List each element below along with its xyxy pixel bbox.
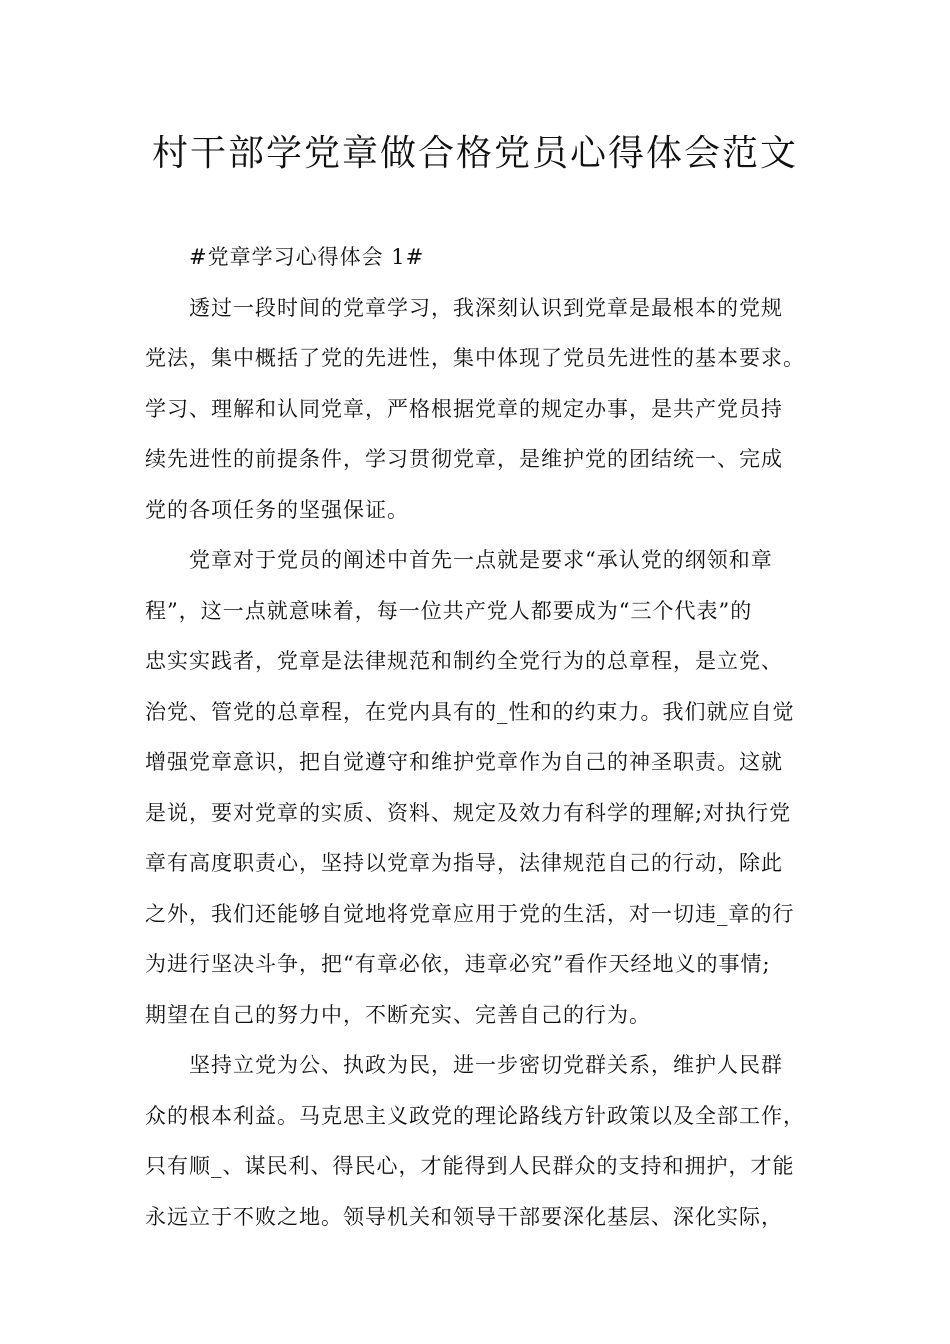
paragraph-line: 众的根本利益。马克思主义政党的理论路线方针政策以及全部工作， — [145, 1103, 805, 1128]
section-heading-text: #党章学习心得体会 1# — [189, 245, 425, 269]
paragraph-line: 为进行坚决斗争，把“有章必依，违章必究”看作天经地义的事情; — [145, 952, 771, 976]
paragraph-line: 只有顺_、谋民利、得民心，才能得到人民群众的支持和拥护，才能 — [145, 1154, 795, 1178]
paragraph-line: 透过一段时间的党章学习，我深刻认识到党章是最根本的党规 — [189, 295, 783, 320]
paragraph-line: 党的各项任务的坚强保证。 — [145, 497, 409, 522]
paragraph-line: 续先进性的前提条件，学习贯彻党章，是维护党的团结统一、完成 — [145, 447, 783, 471]
paragraph-line: 是说，要对党章的实质、资料、规定及效力有科学的理解;对执行党 — [145, 800, 792, 825]
paragraph-2 — [145, 535, 815, 1040]
paragraph-line: 党章对于党员的阐述中首先一点就是要求“承认党的纲领和章 — [189, 548, 773, 572]
document-body — [145, 232, 815, 1242]
paragraph-line: 之外，我们还能够自觉地将党章应用于党的生活，对一切违_章的行 — [145, 901, 795, 926]
paragraph-line: 学习、理解和认同党章，严格根据党章的规定办事，是共产党员持 — [145, 396, 783, 421]
paragraph-line: 治党、管党的总章程，在党内具有的_性和的约束力。我们就应自觉 — [145, 699, 795, 724]
paragraph-line: 党法，集中概括了党的先进性，集中体现了党员先进性的基本要求。 — [145, 346, 805, 370]
paragraph-1 — [145, 283, 815, 536]
paragraph-line: 坚持立党为公、执政为民，进一步密切党群关系，维护人民群 — [189, 1053, 783, 1077]
paragraph-line: 程”，这一点就意味着，每一位共产党人都要成为“三个代表”的 — [145, 598, 753, 623]
section-heading — [145, 232, 815, 283]
paragraph-line: 增强党章意识，把自觉遵守和维护党章作为自己的神圣职责。这就 — [145, 750, 783, 774]
paragraph-line: 永远立于不败之地。领导机关和领导干部要深化基层、深化实际， — [145, 1204, 783, 1229]
paragraph-line: 期望在自己的努力中，不断充实、完善自己的行为。 — [145, 1002, 651, 1027]
paragraph-line: 忠实实践者，党章是法律规范和制约全党行为的总章程，是立党、 — [145, 649, 783, 673]
document-title: 村干部学党章做合格党员心得体会范文 — [151, 133, 798, 174]
paragraph-3 — [145, 1040, 815, 1242]
paragraph-line: 章有高度职责心，坚持以党章为指导，法律规范自己的行动，除此 — [145, 851, 783, 875]
